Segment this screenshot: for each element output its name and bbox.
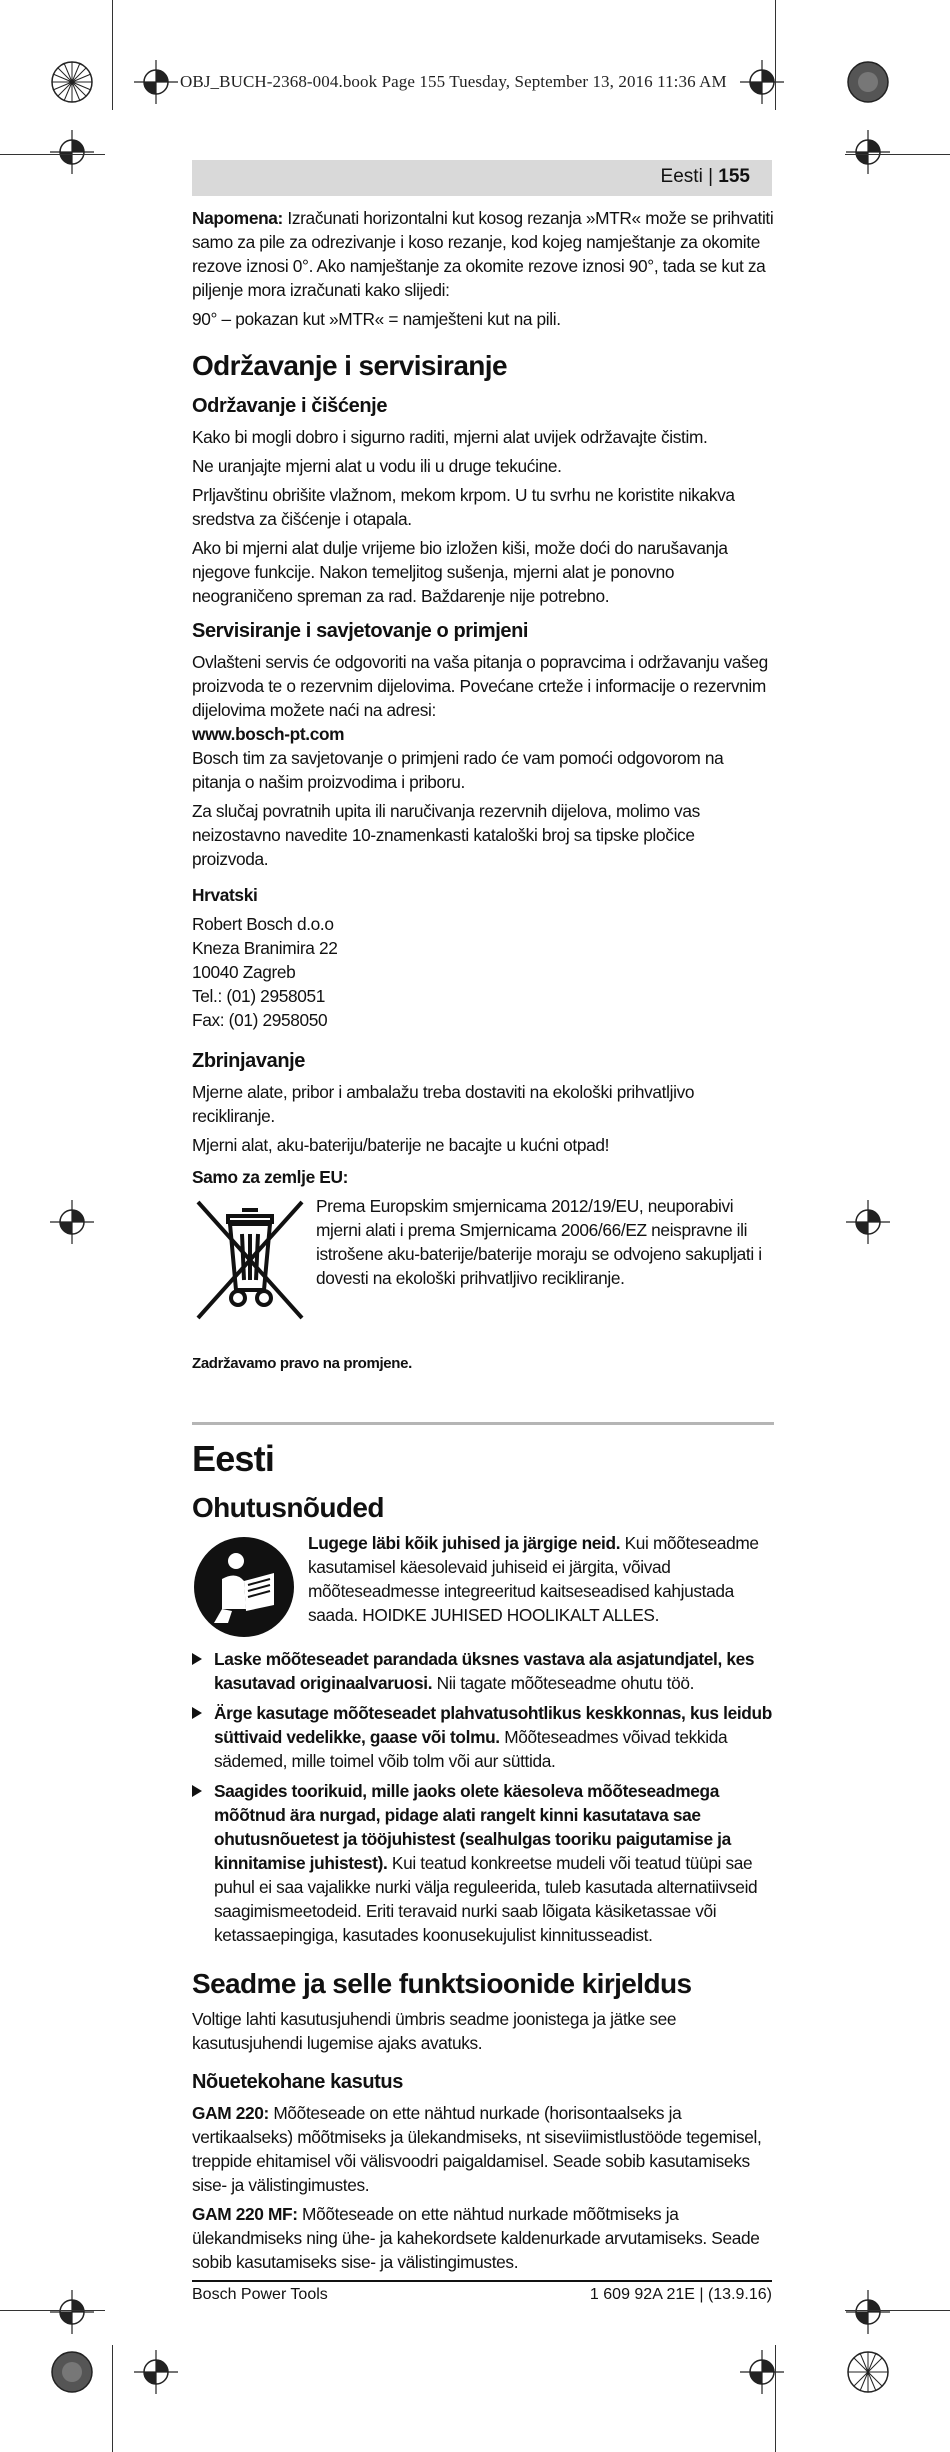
cleaning-paragraph: Kako bi mogli dobro i sigurno raditi, mjerni alat uvijek održavajte čistim. <box>192 427 708 447</box>
crop-line <box>775 2345 776 2452</box>
address-line: Fax: (01) 2958050 <box>192 1010 328 1030</box>
service-address <box>192 912 774 1032</box>
cleaning-paragraph: Ne uranjajte mjerni alat u vodu ili u druge tekućine. <box>192 456 562 476</box>
footer-rule <box>192 2280 772 2282</box>
model-label: GAM 220: <box>192 2103 269 2123</box>
footer-brand: Bosch Power Tools <box>192 2286 328 2303</box>
cleaning-heading: Održavanje i čišćenje <box>192 395 388 417</box>
note-text: Izračunati horizontalni kut kosog rezanja »MTR« može se prihvatiti samo za pile za odrezivanje i koso rezanje, kod kojeg namještanje za okomite rezove iznosi 0°. Ako namještanje za okomite rezove iznosi 90°, tada se kut za piljenje mora izračunati kako slijedi: <box>192 208 774 300</box>
crop-line <box>0 2310 105 2311</box>
crop-line <box>845 154 950 155</box>
list-item <box>192 1647 774 1695</box>
crosshair-mark-icon <box>134 2350 178 2394</box>
description-heading: Seadme ja selle funktsioonide kirjeldus <box>192 1968 692 1999</box>
list-item <box>192 1701 774 1773</box>
note-formula: 90° – pokazan kut »MTR« = namješteni kut na pili. <box>192 309 561 329</box>
page-number: 155 <box>718 166 750 187</box>
registration-mark-icon <box>50 2350 94 2394</box>
note-paragraph <box>192 206 774 302</box>
page-content <box>192 206 774 2279</box>
intended-use-heading: Nõuetekohane kasutus <box>192 2071 403 2093</box>
bullet-rest: Mõõteseadmes võivad tekkida sädemed, mille toimel võib tolm või aur süttida. <box>214 1727 728 1771</box>
service-paragraph: Za slučaj povratnih upita ili naručivanja rezervnih dijelova, molimo vas neizostavno navedite 10-znamenkasti kataloški broj sa tipske pločice proizvoda. <box>192 801 700 869</box>
maintenance-heading: Održavanje i servisiranje <box>192 350 507 381</box>
bullet-rest: Nii tagate mõõteseadme ohutu töö. <box>432 1673 695 1693</box>
registration-mark-icon <box>50 60 94 104</box>
warning-rest: Kui mõõteseadme kasutamisel käesolevaid juhiseid ei järgita, võivad mõõteseadmesse integreeritud kaitseseadised kahjustada saada. HOIDKE JUHISED HOOLIKALT ALLES. <box>308 1533 759 1625</box>
bullet-bold: Ärge kasutage mõõteseadet plahvatusohtlikus keskkonnas, kus leidub süttivaid vedelikke, gaase või tolmu. <box>214 1703 772 1747</box>
model-text: Mõõteseade on ette nähtud nurkade mõõtmiseks ja ülekandmiseks ning ühe- ja kahekordsete kaldenurkade arvutamiseks. Seade sobib kasutamiseks sise- ja välistingimustes. <box>192 2204 760 2272</box>
read-manual-icon <box>192 1531 302 1641</box>
eu-label: Samo za zemlje EU: <box>192 1167 349 1187</box>
gam220mf-paragraph <box>192 2202 774 2274</box>
list-item <box>192 1779 774 1947</box>
address-line: Kneza Branimira 22 <box>192 938 338 958</box>
language-section-title: Eesti <box>192 1438 275 1479</box>
address-line: 10040 Zagreb <box>192 962 296 982</box>
bullet-triangle-icon <box>192 1707 202 1719</box>
cleaning-paragraph: Ako bi mjerni alat dulje vrijeme bio izložen kiši, može doći do narušavanja njegove funkcije. Nakon temeljitog sušenja, mjerni alat je ponovno neograničeno spreman za rad. Baždarenje nije potrebno. <box>192 538 728 606</box>
read-instructions-warning <box>192 1531 774 1641</box>
note-label: Napomena: <box>192 208 283 228</box>
safety-bullet-list <box>192 1647 774 1947</box>
model-text: Mõõteseade on ette nähtud nurkade (horisontaalseks ja vertikaalseks) mõõtmiseks ja ülekandmiseks, nt siseviimistlustööde tegemisel, treppide ehitamisel või välisvoodri paigaldamisel. Seade sobib kasutamiseks sise- ja välistingimustes. <box>192 2103 762 2195</box>
crosshair-mark-icon <box>50 1200 94 1244</box>
section-divider <box>192 1422 774 1425</box>
bullet-bold: Laske mõõteseadet parandada üksnes vastava ala asjatundjatel, kes kasutavad originaalvaruosi. <box>214 1649 755 1693</box>
disclaimer: Zadržavamo pravo na promjene. <box>192 1355 412 1372</box>
eu-disposal-text: Prema Europskim smjernicama 2012/19/EU, neuporabivi mjerni alati i prema Smjernicama 2006/66/EZ neispravne ili istrošene aku-baterije/baterije moraju se odvojeno sakupljati i dovesti na ekološki prihvatljivo recikliranje. <box>316 1196 762 1288</box>
crosshair-mark-icon <box>846 2290 890 2334</box>
page-header <box>192 160 772 196</box>
bullet-triangle-icon <box>192 1653 202 1665</box>
description-paragraph: Voltige lahti kasutusjuhendi ümbris seadme joonistega ja jätke see kasutusjuhendi lugemise ajaks avatuks. <box>192 2009 677 2053</box>
crosshair-mark-icon <box>740 60 784 104</box>
crosshair-mark-icon <box>846 130 890 174</box>
header-separator: | <box>708 166 714 187</box>
page-header-label <box>661 166 750 188</box>
book-file-line: OBJ_BUCH-2368-004.book Page 155 Tuesday, September 13, 2016 11:36 AM <box>180 72 727 91</box>
warning-bold: Lugege läbi kõik juhised ja järgige neid. <box>308 1533 621 1553</box>
crop-line <box>112 2345 113 2452</box>
cleaning-paragraph: Prljavštinu obrišite vlažnom, mekom krpom. U tu svrhu ne koristite nikakva sredstva za čišćenje i otapala. <box>192 485 735 529</box>
address-line: Tel.: (01) 2958051 <box>192 986 326 1006</box>
crosshair-mark-icon <box>134 60 178 104</box>
warning-text <box>308 1531 774 1636</box>
disposal-paragraph: Mjerne alate, pribor i ambalažu treba dostaviti na ekološki prihvatljivo recikliranje. <box>192 1082 695 1126</box>
service-paragraph: Ovlašteni servis će odgovoriti na vaša pitanja o popravcima i održavanju vašeg proizvoda te o rezervnim dijelovima. Povećane crteže i informacije o rezervnim dijelovima možete naći na adresi: <box>192 652 768 720</box>
crop-line <box>112 0 113 110</box>
eu-disposal-block <box>192 1194 774 1324</box>
footer-code: 1 609 92A 21E | (13.9.16) <box>589 2286 772 2303</box>
service-heading: Servisiranje i savjetovanje o primjeni <box>192 620 529 642</box>
crop-line <box>0 154 105 155</box>
gam220-paragraph <box>192 2101 774 2197</box>
crosshair-mark-icon <box>740 2350 784 2394</box>
crosshair-mark-icon <box>846 1200 890 1244</box>
country-label: Hrvatski <box>192 885 258 905</box>
crop-line <box>845 2310 950 2311</box>
disposal-heading: Zbrinjavanje <box>192 1050 306 1072</box>
service-paragraph: Bosch tim za savjetovanje o primjeni rado će vam pomoći odgovorom na pitanja o našim proizvodima i priboru. <box>192 748 724 792</box>
bullet-bold: Saagides toorikuid, mille jaoks olete käesoleva mõõteseadmega mõõtnud ära nurgad, pidage alati rangelt kinni kasutatava sae ohutusnõuetest ja tööjuhistest (sealhulgas tooriku paigutamise ja kinnitamise juhistest). <box>214 1781 731 1873</box>
bullet-rest: Kui teatud konkreetse mudeli või teatud tüüpi sae puhul ei saa vajalikke nurki välja reguleerida, tuleb kasutada alternatiivseid saagimismeetodeid. Eriti teravaid nurki saab lõigata käsiketassae või ketassaepingiga, kasutades koonusekujulist kinnitusseadist. <box>214 1853 758 1945</box>
header-language: Eesti <box>660 166 703 187</box>
bullet-triangle-icon <box>192 1785 202 1797</box>
registration-mark-icon <box>846 2350 890 2394</box>
address-line: Robert Bosch d.o.o <box>192 914 334 934</box>
crop-line <box>775 0 776 110</box>
crosshair-mark-icon <box>50 2290 94 2334</box>
disposal-paragraph: Mjerni alat, aku-bateriju/baterije ne bacajte u kućni otpad! <box>192 1135 610 1155</box>
safety-heading: Ohutusnõuded <box>192 1492 384 1523</box>
crossed-out-wheelie-bin-icon <box>192 1194 308 1324</box>
service-url-link[interactable]: www.bosch-pt.com <box>192 724 345 744</box>
model-label: GAM 220 MF: <box>192 2204 298 2224</box>
crosshair-mark-icon <box>50 130 94 174</box>
registration-mark-icon <box>846 60 890 104</box>
